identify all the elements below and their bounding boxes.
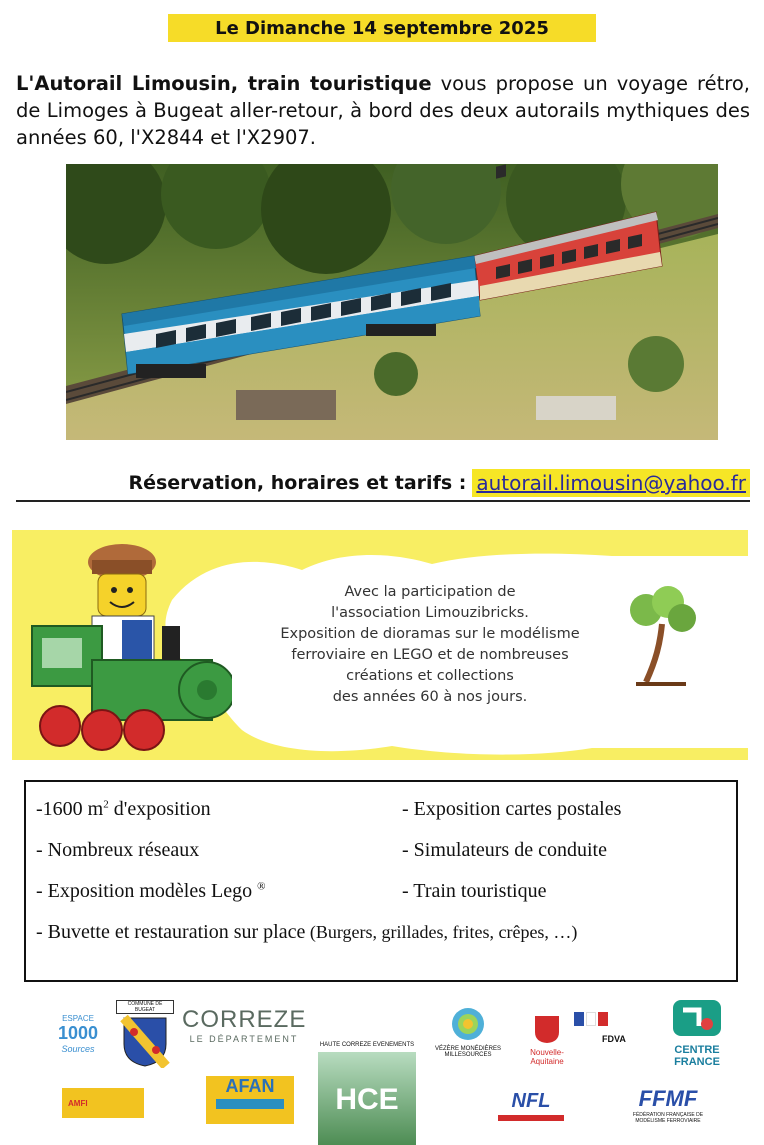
logo-fdva [574,1012,646,1044]
logo-text: FRANCE [674,1056,720,1068]
logo-text: HAUTE CORREZE EVENEMENTS [319,1042,415,1048]
lego-train-illustration [12,530,232,760]
shield-icon [120,1014,170,1068]
logo-nouvelle-aquitaine [522,1014,572,1066]
train-photo [66,164,718,440]
event-date: Le Dimanche 14 septembre 2025 [215,17,549,39]
lego-line: Avec la participation de [344,584,516,600]
nfl-stripe [498,1115,564,1121]
logo-text: FÉDÉRATION FRANÇAISE DE MODÉLISME FERROVIAIRE [632,1112,704,1124]
tree-icon [616,584,706,694]
intro-paragraph [16,70,750,151]
logo-afan [206,1076,294,1124]
feature-networks: - Nombreux réseaux [36,839,200,861]
features-box [24,780,738,982]
logo-commune-bugeat [116,1000,174,1072]
feature-lego-models [36,880,265,903]
logo-text: Nouvelle-Aquitaine [530,1048,564,1066]
lego-description [262,582,598,708]
logo-text: 1000 [57,1023,99,1043]
logo-amfi [62,1088,144,1118]
logo-text: ESPACE [62,1014,94,1023]
logo-text: FFMF [638,1086,698,1111]
logo-text: VÉZÈRE MONÉDIÈRES MILLESOURCES [434,1046,501,1058]
reservation-label: Réservation, horaires et tarifs : [128,472,467,494]
swirl-icon [450,1006,486,1042]
lego-line: l'association Limouzibricks. [331,605,529,621]
logo-text: Sources [61,1044,95,1054]
logo-text: NFL [511,1090,551,1112]
lego-line: Exposition de dioramas sur le modélisme [280,626,580,642]
french-flag-icon [574,1012,646,1026]
feature-text: - Buvette et restauration sur place [36,921,306,943]
date-banner [168,14,596,42]
logo-text: HCE [335,1083,399,1116]
feature-sup: ® [257,880,266,893]
lion-shield-icon [533,1014,561,1044]
logo-correze [182,1006,306,1044]
logo-vezere [420,1006,516,1058]
intro-text: vous propose un voyage rétro, de Limoges à Bugeat aller-retour, à bord des deux autorails mythiques des années 60, l'X2844 et l'X2907. [16,72,750,149]
sponsor-logos [0,990,764,1145]
logo-text: AFAN [225,1076,275,1096]
lego-promo-box [12,530,748,760]
feature-sup: 2 [103,798,109,811]
train-photo-illustration [66,164,718,440]
logo-espace-1000-sources [48,1014,108,1054]
logo-text: AMFI [68,1098,88,1108]
logo-credit-agricole [664,996,730,1068]
logo-text: FDVA [602,1034,626,1044]
feature-text: d'exposition [108,798,211,820]
reservation-email-link[interactable]: autorail.limousin@yahoo.fr [472,469,750,497]
logo-text: CENTRE [674,1044,720,1056]
logo-nfl [494,1090,568,1136]
hce-badge [318,1052,416,1145]
reservation-line [16,466,750,502]
feature-text-small: (Burgers, grillades, frites, crêpes, …) [305,922,578,942]
logo-ffmf [628,1086,708,1124]
intro-lead: L'Autorail Limousin, train touristique [16,72,432,95]
feature-exposition-area [36,798,211,821]
feature-postcards: - Exposition cartes postales [402,798,622,820]
afan-train-icon [216,1099,284,1109]
lego-line: ferroviaire en LEGO et de nombreuses [291,647,569,663]
logo-text: LE DÉPARTEMENT [189,1034,299,1044]
feature-simulators: - Simulateurs de conduite [402,839,607,861]
feature-text: - Exposition modèles Lego [36,880,253,902]
logo-text: CORREZE [182,1006,307,1033]
feature-food [36,921,577,944]
lego-line: créations et collections [346,668,514,684]
lego-line: des années 60 à nos jours. [332,689,528,705]
credit-agricole-icon [669,996,725,1040]
logo-text: COMMUNE DE BUGEAT [116,1000,174,1014]
logo-haute-correze-evenements [318,1042,416,1145]
feature-text: -1600 m [36,798,104,820]
feature-tourist-train: - Train touristique [402,880,547,902]
